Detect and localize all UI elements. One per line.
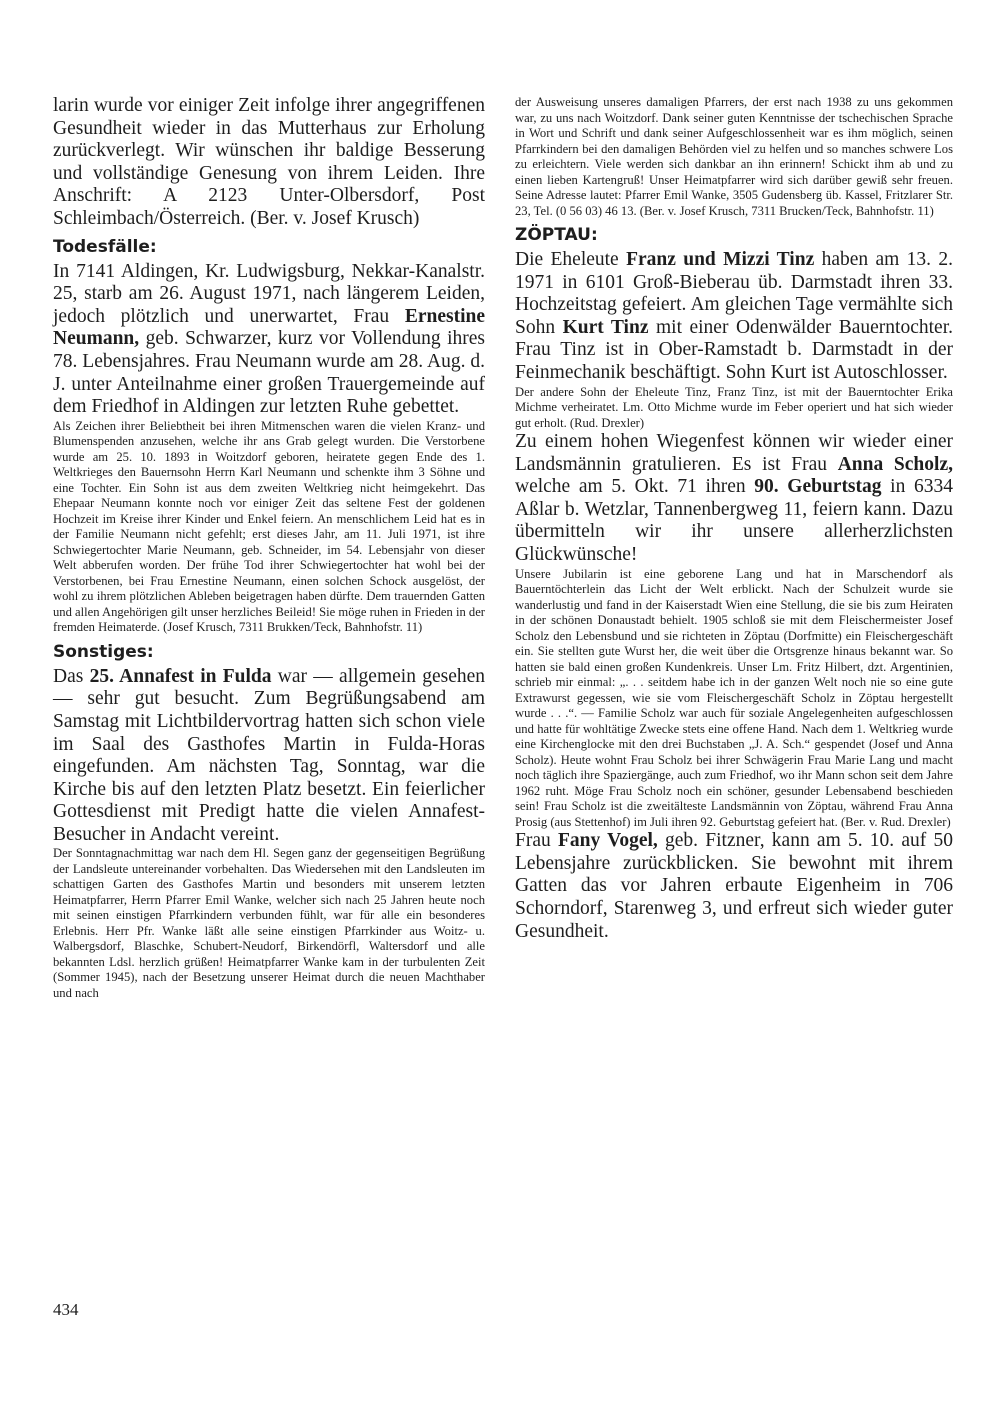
text-segment: Das bbox=[53, 665, 90, 687]
paragraph-tinz-details: Der andere Sohn der Eheleute Tinz, Franz Tinz, ist mit der Bauerntochter Erika Michme verheiratet. Lm. Otto Michme wurde im Feber operiert und hat sich wieder gut erholt. (Rud. Drexler) bbox=[515, 384, 953, 430]
paragraph-nun-genesung: larin wurde vor einiger Zeit infolge ihrer angegriffenen Gesundheit wieder in das Mutterhaus zur Erholung zurückverlegt. Wir wünschen ihr baldige Besserung und vollständige Genesung von ihrem Leiden. Ihre Anschrift: A 2123 Unter-Olbersdorf, Post Schleimbach/Österreich. (Ber. v. Josef Krusch) bbox=[53, 95, 485, 229]
text-segment: geb. Fitzner, kann am 5. 10. auf 50 Lebensjahre zurückblicken. Sie bewohnt mit ihrem Gatten das vor Jahren erbaute Eigenheim in 706 Schorndorf, Starenweg 3, und erfreut sich wieder guter Gesundheit. bbox=[515, 830, 953, 942]
title-annafest-fulda: 25. Annafest in Fulda bbox=[89, 665, 272, 687]
paragraph-annafest bbox=[53, 666, 485, 847]
name-anna-scholz: Anna Scholz, bbox=[837, 453, 953, 475]
page-number: 434 bbox=[53, 1300, 79, 1319]
text-segment: haben am 13. 2. 1971 in 6101 Groß-Bieberau üb. Darmstadt ihren 33. Hochzeitstag gefeiert. Am gleichen Tage vermählte sich Sohn bbox=[515, 249, 953, 338]
paragraph-scholz-details: Unsere Jubilarin ist eine geborene Lang und hat in Marschendorf als Bauerntöchterlein das Licht der Welt erblickt. Nach der Schulzeit wurde sie wanderlustig und fand in der Kaiserstadt Wien eine Stellung, die sie bis zum Heiraten in der schönen Donaustadt behielt. 1905 schloß sie mit dem Fleischermeister Josef Scholz den Lebensbund und sie richteten in Zöptau (Dorfmitte) ein Fleischergeschäft ein. Sie stellten gute Wurst her, die weit über die Ortsgrenze hinaus bekannt war. So hatten sie bald einen großen Kundenkreis. Unser Lm. Fritz Hilbert, dzt. Argentinien, schrieb mir einmal: „. . . seitdem habe ich in der ganzen Welt noch nie so eine gute Extrawurst gegessen, wie sie vom Fleischergeschäft Scholz in Zöptau hergestellt wurde . . .“. — Familie Scholz war auch für soziale Angelegenheiten aufgeschlossen und hatte für wohltätige Zwecke stets eine offene Hand. Nach dem 1. Weltkrieg wurde eine Kirchenglocke mit den drei Buchstaben „J. A. Sch.“ gespendet (Josef und Anna Scholz). Heute wohnt Frau Scholz bei ihrer Schwägerin Frau Marie Lang und macht noch täglich ihre Spaziergänge, auch zum Friedhof, wo ihr Mann schon seit dem Jahre 1962 ruht. Möge Frau Scholz noch ein schöner, gesunder Lebensabend beschieden sein! Frau Scholz ist die zweitälteste Landsmännin von Zöptau, während Frau Anna Prosig (aus Stettenhof) im Juli ihren 92. Geburtstag gefeiert hat. (Ber. v. Rud. Drexler) bbox=[515, 566, 953, 829]
left-column bbox=[53, 95, 485, 1001]
name-fany-vogel: Fany Vogel, bbox=[557, 830, 658, 852]
text-segment: Frau bbox=[515, 830, 558, 852]
name-kurt-tinz: Kurt Tinz bbox=[562, 316, 649, 338]
paragraph-tinz bbox=[515, 249, 953, 385]
heading-sonstiges: Sonstiges: bbox=[53, 641, 154, 662]
heading-zoeptau: ZÖPTAU: bbox=[515, 225, 598, 245]
paragraph-sonntagnachmittag: Der Sonntagnachmittag war nach dem Hl. Segen ganz der gegenseitigen Begrüßung der Landsleute untereinander vorbehalten. Das Wiedersehen mit den Landsleuten im schattigen Garten des Gasthofes Martin und besonders mit unserem letzten Heimatpfarrer, Herrn Pfarrer Emil Wanke, welcher sich nach 25 Jahren heute noch mit seinen einstigen Pfarrkindern verbunden fühlt, war für alle ein besonderes Erlebnis. Herr Pfr. Wanke läßt alle seine einstigen Pfarrkinder aus Woitz- u. Walbergsdorf, Blaschke, Schubert-Neudorf, Birkendörfl, Waltersdorf und alle bekannten Ldsl. herzlich grüßen! Heimatpfarrer Wanke kam in der turbulenten Zeit (Sommer 1945), nach der Besetzung unserer Heimat durch die neuen Machthaber und nach bbox=[53, 846, 485, 1000]
text-segment: In 7141 Aldingen, Kr. Ludwigsburg, Nekkar-Kanalstr. 25, starb am 26. August 1971, nach längerem Leiden, jedoch plötzlich und unerwartet, Frau bbox=[53, 260, 485, 327]
text-segment: Zu einem hohen Wiegenfest können wir wieder einer Landsmännin gratulieren. Es ist Frau bbox=[515, 431, 953, 475]
text-segment: welche am 5. Okt. 71 ihren bbox=[515, 476, 755, 498]
text-segment: geb. Schwarzer, kurz vor Vollendung ihres 78. Lebensjahres. Frau Neumann wurde am 28. Aug. d. J. unter Anteilnahme einer großen Trauergemeinde auf dem Friedhof in Aldingen zur letzten Ruhe gebettet. bbox=[53, 328, 485, 418]
paragraph-scholz-birthday bbox=[515, 431, 953, 567]
name-ernestine-neumann: Ernestine Neumann, bbox=[53, 305, 485, 350]
right-column bbox=[515, 95, 953, 943]
text-segment: Die Eheleute bbox=[515, 249, 627, 270]
paragraph-neumann-death bbox=[53, 261, 485, 419]
birthday-label: 90. Geburtstag bbox=[754, 476, 882, 498]
paragraph-ausweisung: der Ausweisung unseres damaligen Pfarrers, der erst nach 1938 zu uns gekommen war, zu uns nach Woitzdorf. Dank seiner guten Kenntnisse der tschechischen Sprache in Wort und Schrift und dank seiner Aufgeschlossenheit war es ihm möglich, seinen Pfarrkindern bei den damaligen Behörden viel zu helfen und so manches schwere Los zu erleichtern. Viele werden sich dankbar an ihn erinnern! Schickt ihm ab und zu einen lieben Kartengruß! Unser Heimatpfarrer wird sich darüber gewiß sehr freuen. Seine Adresse lautet: Pfarrer Emil Wanke, 3505 Gudensberg üb. Kassel, Fritzlarer Str. 23, Tel. (0 56 03) 46 13. (Ber. v. Josef Krusch, 7311 Brucken/Teck, Bahnhofstr. 11) bbox=[515, 95, 953, 218]
text-segment: war — allgemein gesehen — sehr gut besucht. Zum Begrüßungsabend am Samstag mit Lichtbildervortrag hatten sich schon viele im Saal des Gasthofes Martin in Fulda-Horas eingefunden. Am nächsten Tag, Sonntag, war die Kirche bis auf den letzten Platz besetzt. Ein feierlicher Gottesdienst mit Predigt hatte die vielen Annafest-Besucher in Andacht vereint. bbox=[53, 665, 486, 845]
paragraph-vogel bbox=[515, 830, 953, 943]
heading-todesfaelle: Todesfälle: bbox=[53, 236, 157, 257]
text-segment: in 6334 Aßlar b. Wetzlar, Tannenbergweg 11, feiern kann. Dazu übermitteln wir ihr unsere allerherzlichsten Glückwünsche! bbox=[515, 476, 953, 566]
paragraph-neumann-details: Als Zeichen ihrer Beliebtheit bei ihren Mitmenschen waren die vielen Kranz- und Blumenspenden anzusehen, welche ihr ans Grab gelegt wurden. Die Verstorbene wurde am 25. 10. 1893 in Woitzdorf geboren, heiratete gegen Ende des 1. Weltkrieges den Bauernsohn Herrn Karl Neumann und schenkte ihm 3 Söhne und eine Tochter. Ein Sohn ist aus dem zweiten Weltkrieg nicht heimgekehrt. Das Ehepaar Neumann konnte noch vor einiger Zeit das seltene Fest der goldenen Hochzeit im Kreise ihrer Kinder und Enkel feiern. An menschlichem Leid hat es in der Familie Neumann nicht gefehlt; erst dieses Jahr, am 11. Juli 1971, ist ihre Schwiegertochter Marie Neumann, geb. Schneider, im 54. Lebensjahr von dieser Welt abberufen worden. Der frühe Tod ihrer Schwiegertochter hat wohl bei der Verstorbenen, bei Frau Ernestine Neumann, einen solchen Schock ausgelöst, der wohl zu ihrem plötzlichen Ableben beigetragen haben dürfte. Dem trauernden Gatten und allen Angehörigen gilt unser herzliches Beileid! Sie möge ruhen in Frieden in der fremden Heimaterde. (Josef Krusch, 7311 Brukken/Teck, Bahnhofstr. 11) bbox=[53, 418, 485, 635]
text-segment: mit einer Odenwälder Bauerntochter. Frau Tinz ist in Ober-Ramstadt b. Darmstadt in der Feinmechanik beschäftigt. Sohn Kurt ist Autoschlosser. bbox=[515, 316, 953, 383]
name-franz-mizzi-tinz: Franz und Mizzi Tinz bbox=[626, 249, 815, 270]
